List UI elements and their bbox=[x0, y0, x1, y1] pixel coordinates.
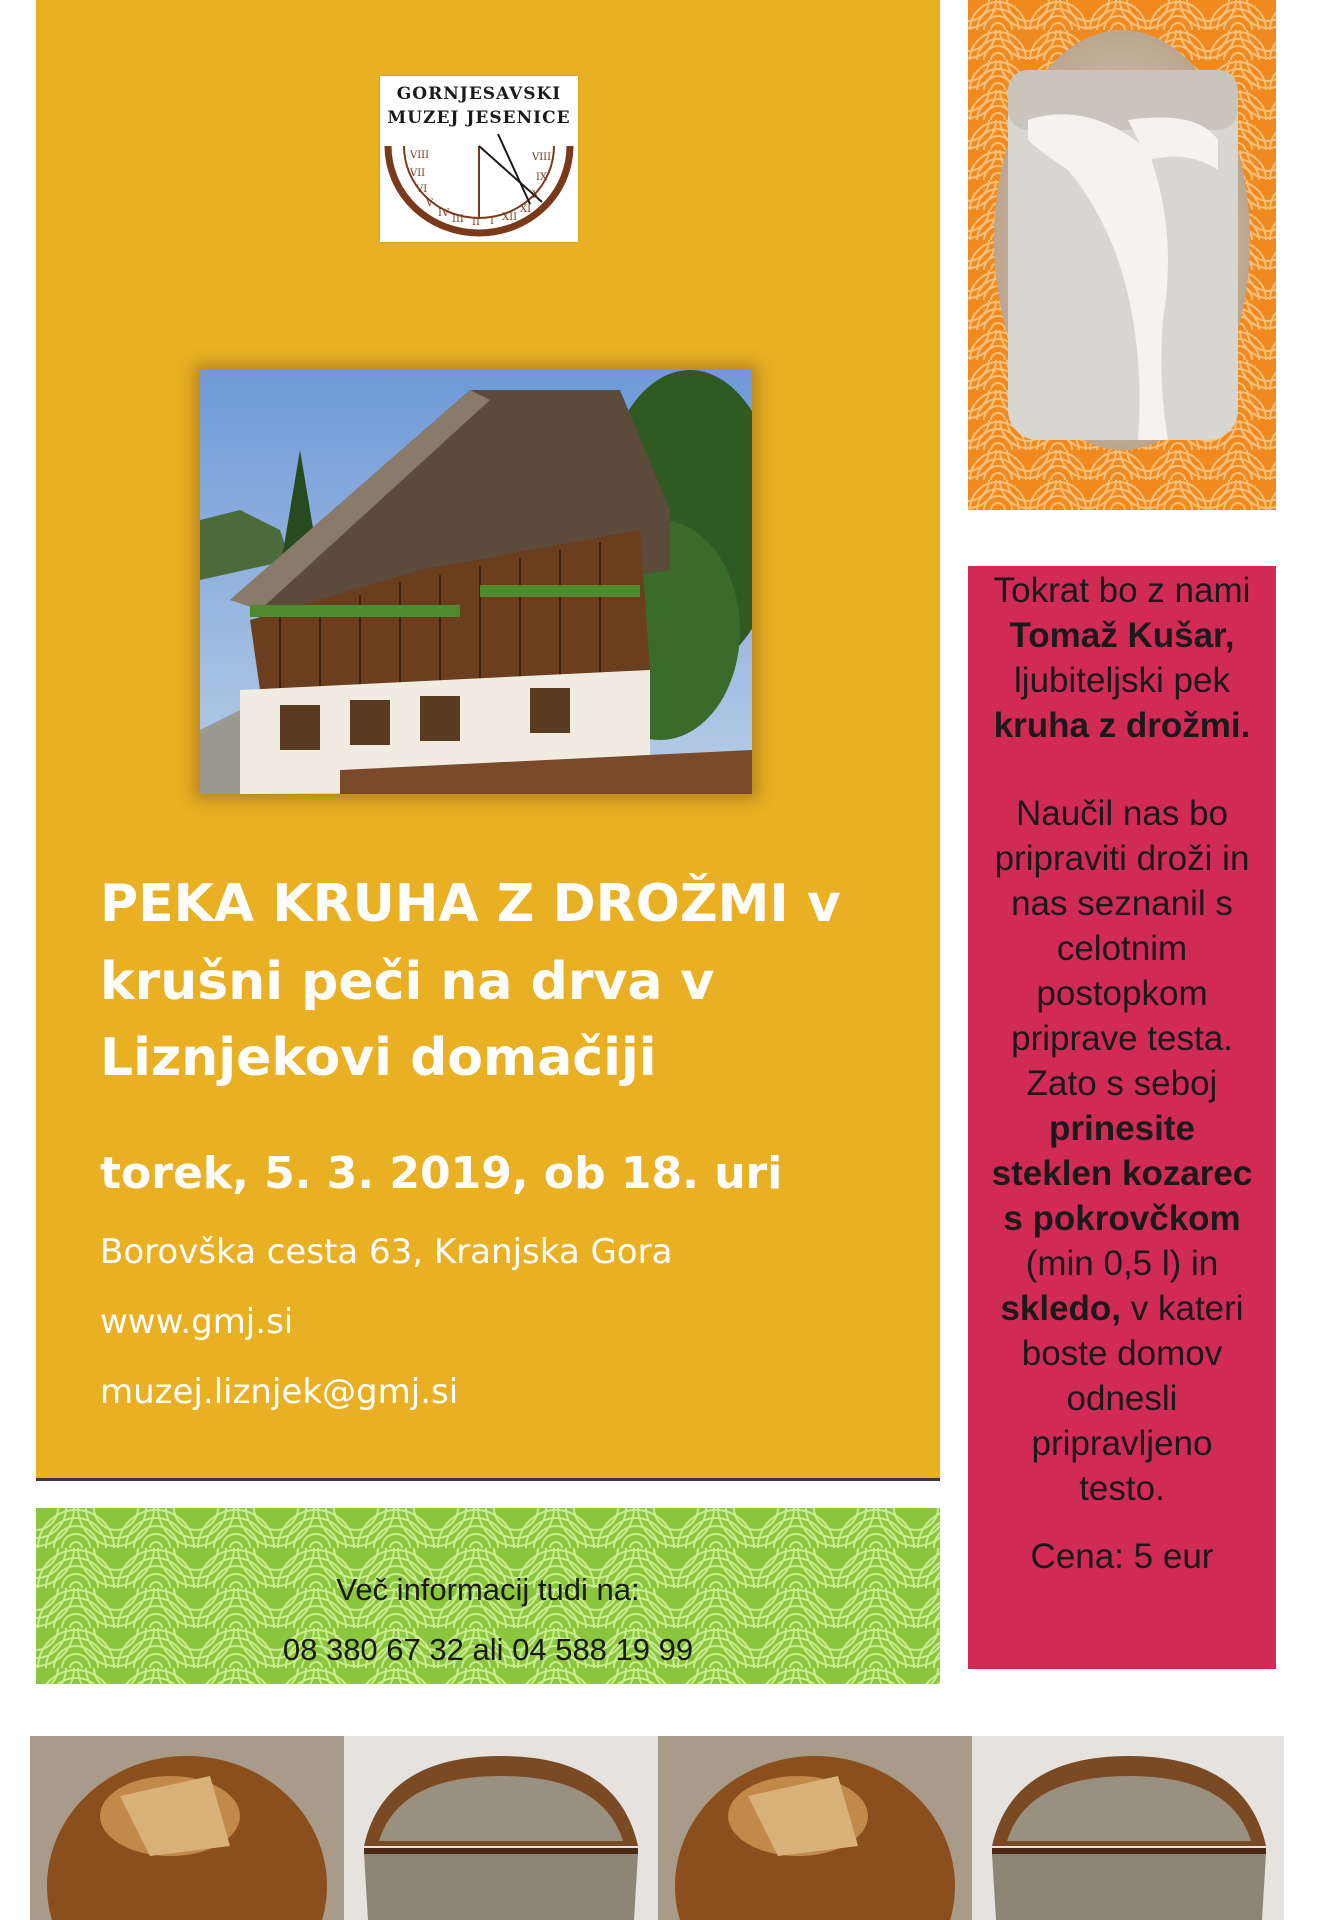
svg-text:VII: VII bbox=[410, 168, 426, 179]
bread-crumb-photo bbox=[344, 1736, 658, 1920]
svg-text:XII: XII bbox=[502, 212, 518, 223]
event-address: Borovška cesta 63, Kranjska Gora bbox=[100, 1232, 673, 1272]
event-title-line-3: Liznjekovi domačiji bbox=[100, 1028, 657, 1088]
info-line-mixed bbox=[968, 1286, 1276, 1331]
workshop-info-panel bbox=[968, 566, 1276, 1669]
info-line: pripraviti droži in bbox=[994, 839, 1250, 878]
bread-photo-strip bbox=[30, 1736, 1284, 1920]
website-link[interactable]: www.gmj.si bbox=[100, 1302, 294, 1342]
svg-text:II: II bbox=[472, 217, 480, 228]
svg-text:X: X bbox=[532, 190, 540, 201]
svg-text:XI: XI bbox=[520, 204, 532, 215]
email-link[interactable]: muzej.liznjek@gmj.si bbox=[100, 1372, 459, 1412]
svg-text:V: V bbox=[426, 198, 434, 209]
event-title-line-2: krušni peči na drva v bbox=[100, 952, 715, 1012]
info-line-bold: kruha z drožmi. bbox=[993, 706, 1251, 745]
logo-line-2: MUZEJ JESENICE bbox=[387, 108, 571, 128]
contact-heading: Več informacij tudi na: bbox=[336, 1572, 640, 1607]
house-photo bbox=[200, 370, 752, 794]
info-line-bold: s pokrovčkom bbox=[1003, 1199, 1241, 1238]
info-line: odnesli bbox=[1066, 1379, 1178, 1418]
svg-text:VIII: VIII bbox=[532, 152, 552, 163]
info-line: boste domov bbox=[1021, 1334, 1223, 1373]
info-line: testo. bbox=[1079, 1469, 1165, 1508]
svg-text:IV: IV bbox=[438, 208, 450, 219]
info-line-bold: steklen kozarec bbox=[991, 1154, 1253, 1193]
svg-text:IX: IX bbox=[536, 172, 548, 183]
price: Cena: 5 eur bbox=[1030, 1537, 1214, 1576]
info-line: Zato s seboj bbox=[1026, 1064, 1218, 1103]
info-line: ljubiteljski pek bbox=[1014, 661, 1230, 700]
info-line: nas seznanil s bbox=[1011, 884, 1233, 923]
bread-loaf-photo bbox=[658, 1736, 972, 1920]
sourdough-jar-photo bbox=[968, 0, 1276, 524]
contact-panel bbox=[36, 1508, 940, 1684]
bread-loaf-photo bbox=[30, 1736, 344, 1920]
info-line: celotnim bbox=[1056, 929, 1188, 968]
panel-divider bbox=[36, 1478, 940, 1481]
info-line: Naučil nas bo bbox=[1015, 794, 1229, 833]
info-line: priprave testa. bbox=[1011, 1019, 1233, 1058]
event-title-line-1: PEKA KRUHA Z DROŽMI v bbox=[100, 874, 841, 934]
museum-logo bbox=[380, 76, 578, 242]
event-datetime: torek, 5. 3. 2019, ob 18. uri bbox=[100, 1148, 783, 1199]
info-line: Tokrat bo z nami bbox=[993, 571, 1251, 610]
sundial-icon bbox=[380, 76, 578, 242]
svg-text:VI: VI bbox=[416, 184, 428, 195]
instructor-name: Tomaž Kušar, bbox=[1009, 616, 1235, 655]
logo-line-1: GORNJESAVSKI bbox=[396, 84, 562, 104]
info-line: v kateri bbox=[1130, 1289, 1244, 1328]
info-line-bold: skledo, bbox=[1000, 1289, 1122, 1328]
info-line: (min 0,5 l) in bbox=[1025, 1244, 1219, 1283]
svg-text:VIII: VIII bbox=[410, 150, 430, 161]
bread-crumb-photo bbox=[972, 1736, 1284, 1920]
info-line-bold: prinesite bbox=[1049, 1109, 1195, 1148]
svg-text:III: III bbox=[452, 214, 464, 225]
svg-text:I: I bbox=[490, 216, 494, 227]
info-line: pripravljeno bbox=[1031, 1424, 1213, 1463]
contact-phones[interactable]: 08 380 67 32 ali 04 588 19 99 bbox=[282, 1632, 694, 1667]
info-line: postopkom bbox=[1036, 974, 1208, 1013]
